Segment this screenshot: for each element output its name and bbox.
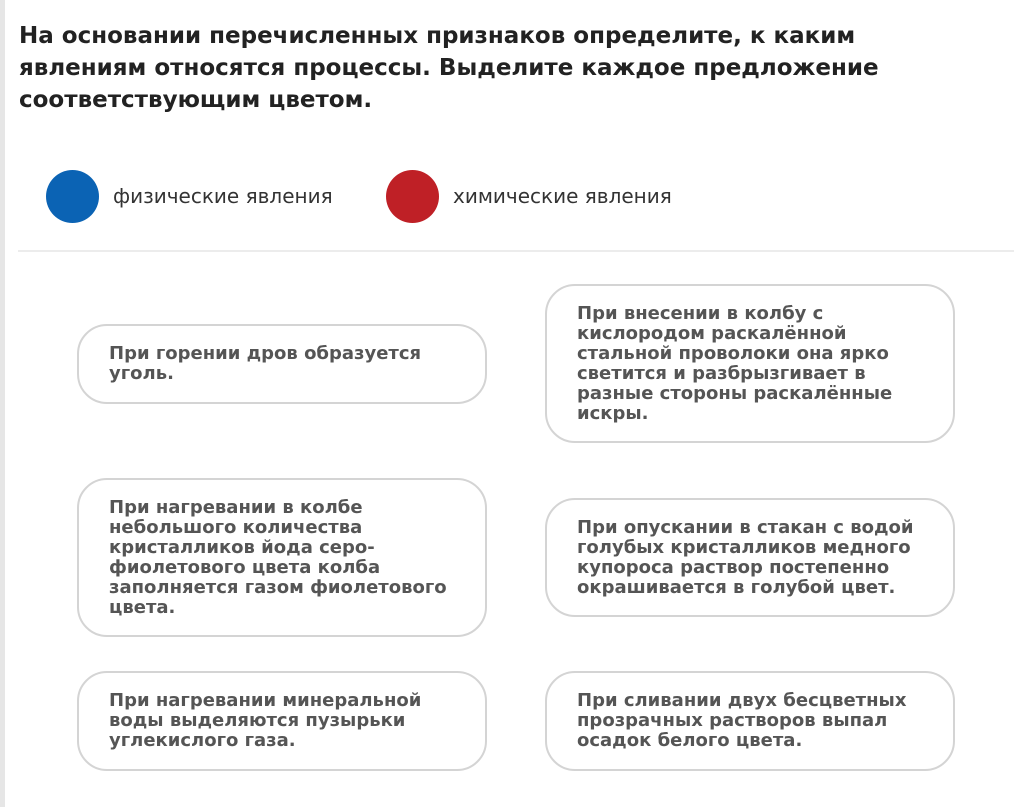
statement-card-5[interactable] xyxy=(77,671,487,771)
statement-text: При внесении в колбу с кислородом раскалённой стальной проволоки она ярко светится и разбрызгивает в разные стороны раскалённые искры. xyxy=(577,302,893,424)
statement-text: При сливании двух бесцветных прозрачных растворов выпал осадок белого цвета. xyxy=(577,690,907,751)
left-edge-bar xyxy=(0,0,5,807)
statement-text: При горении дров образуется уголь. xyxy=(109,343,422,384)
statement-card-3[interactable] xyxy=(77,478,487,637)
statement-card-6[interactable] xyxy=(545,671,955,771)
legend-chemical-label: химические явления xyxy=(453,184,672,208)
legend-physical-phenomena[interactable] xyxy=(46,169,333,223)
statement-card-2[interactable] xyxy=(545,284,955,443)
legend-physical-label: физические явления xyxy=(113,184,333,208)
divider xyxy=(18,250,1014,252)
statement-card-1[interactable] xyxy=(77,324,487,404)
legend-chemical-phenomena[interactable] xyxy=(386,169,672,223)
blue-color-swatch[interactable] xyxy=(46,170,99,223)
task-instruction: На основании перечисленных признаков определите, к каким явлениям относятся процессы. Выделите каждое предложение соответствующим цветом. xyxy=(19,23,879,113)
statement-card-4[interactable] xyxy=(545,498,955,617)
statement-text: При опускании в стакан с водой голубых кристалликов медного купороса раствор постепенно окрашивается в голубой цвет. xyxy=(577,516,914,598)
red-color-swatch[interactable] xyxy=(386,170,439,223)
statement-text: При нагревании в колбе небольшого количества кристалликов йода серо-фиолетового цвета колба заполняется газом фиолетового цвета. xyxy=(109,496,447,618)
statement-text: При нагревании минеральной воды выделяются пузырьки углекислого газа. xyxy=(109,690,422,751)
